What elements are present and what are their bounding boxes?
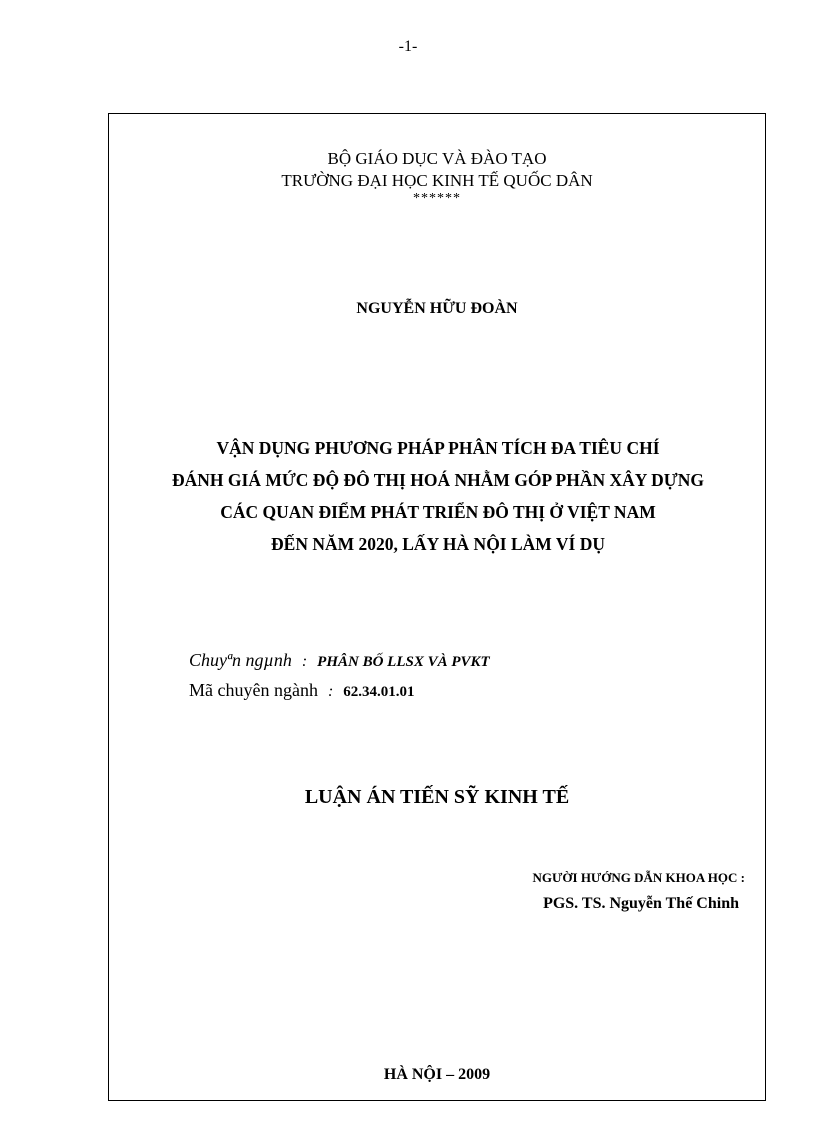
author-name: NGUYỄN HỮU ĐOÀN — [356, 300, 518, 317]
title-line-3: CÁC QUAN ĐIỂM PHÁT TRIỂN ĐÔ THỊ Ở VIỆT NAM — [220, 502, 656, 522]
specialization-value: PHÂN BỐ LLSX VÀ PVKT — [317, 654, 490, 670]
place-year: HÀ NỘI – 2009 — [383, 1066, 491, 1083]
cover-content — [109, 114, 765, 1100]
advisor-label: NGƯỜI HƯỚNG DẪN KHOA HỌC : — [532, 870, 745, 885]
specialization-row — [189, 650, 490, 671]
advisor-name: PGS. TS. Nguyễn Thế Chinh — [543, 895, 739, 912]
code-value: 62.34.01.01 — [343, 684, 415, 700]
code-separator: : — [327, 683, 334, 700]
code-label: Mã chuyên ngành — [189, 680, 318, 700]
code-row — [189, 680, 415, 701]
header-separator: ****** — [413, 191, 461, 206]
thesis-title — [99, 432, 777, 560]
title-line-4: ĐẾN NĂM 2020, LẤY HÀ NỘI LÀM VÍ DỤ — [271, 534, 605, 554]
specialization-label: Chuyªn ngµnh — [189, 650, 292, 670]
title-line-1: VẬN DỤNG PHƯƠNG PHÁP PHÂN TÍCH ĐA TIÊU CHÍ — [216, 438, 660, 458]
page-number: -1- — [398, 38, 418, 55]
ministry-name: BỘ GIÁO DỤC VÀ ĐÀO TẠO — [327, 149, 547, 168]
cover-frame — [108, 113, 766, 1101]
specialization-separator: : — [301, 653, 308, 670]
title-line-2: ĐÁNH GIÁ MỨC ĐỘ ĐÔ THỊ HOÁ NHẰM GÓP PHẦN XÂY DỰNG — [172, 470, 704, 490]
university-name: TRƯỜNG ĐẠI HỌC KINH TẾ QUỐC DÂN — [281, 171, 593, 190]
degree-title: LUẬN ÁN TIẾN SỸ KINH TẾ — [304, 786, 570, 808]
